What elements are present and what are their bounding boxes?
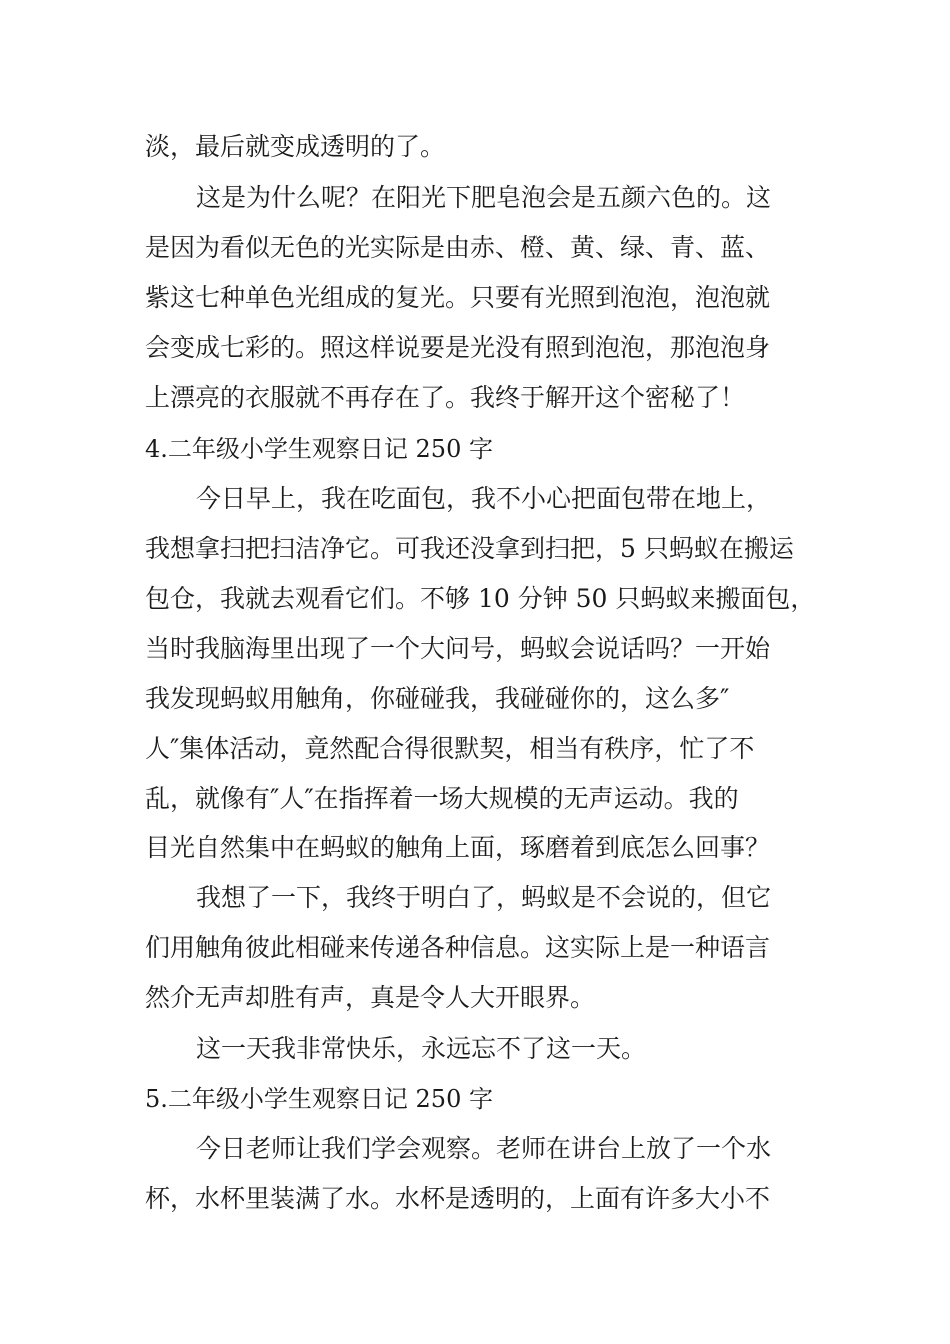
- paragraph-line: 今日老师让我们学会观察。老师在讲台上放了一个水: [196, 1134, 772, 1163]
- section-heading: 4.二年级小学生观察日记 250 字: [145, 435, 493, 463]
- paragraph-line: 上漂亮的衣服就不再存在了。我终于解开这个密秘了！: [145, 383, 746, 412]
- paragraph-line: 乱，就像有″人″在指挥着一场大规模的无声运动。我的: [145, 784, 739, 813]
- paragraph-line: 这是为什么呢？在阳光下肥皂泡会是五颜六色的。这: [196, 183, 772, 212]
- paragraph-line: 杯，水杯里装满了水。水杯是透明的，上面有许多大小不: [145, 1184, 771, 1213]
- paragraph-line: 人″集体活动，竟然配合得很默契，相当有秩序，忙了不: [145, 734, 755, 763]
- paragraph-line: 我想拿扫把扫洁净它。可我还没拿到扫把，5 只蚂蚁在搬运: [145, 534, 794, 563]
- paragraph-line: 是因为看似无色的光实际是由赤、橙、黄、绿、青、蓝、: [145, 233, 771, 262]
- paragraph-line: 然介无声却胜有声，真是令人大开眼界。: [145, 983, 596, 1012]
- paragraph-line: 目光自然集中在蚂蚁的触角上面，琢磨着到底怎么回事？: [145, 833, 771, 862]
- paragraph-line: 这一天我非常快乐，永远忘不了这一天。: [196, 1034, 647, 1063]
- section-heading: 5.二年级小学生观察日记 250 字: [145, 1085, 493, 1113]
- paragraph-line: 我发现蚂蚁用触角，你碰碰我，我碰碰你的，这么多″: [145, 684, 730, 713]
- paragraph-line: 们用触角彼此相碰来传递各种信息。这实际上是一种语言: [145, 933, 771, 962]
- paragraph-line: 紫这七种单色光组成的复光。只要有光照到泡泡，泡泡就: [145, 283, 771, 312]
- paragraph-line: 我想了一下，我终于明白了，蚂蚁是不会说的，但它: [196, 883, 772, 912]
- paragraph-line: 当时我脑海里出现了一个大问号，蚂蚁会说话吗？一开始: [145, 634, 771, 663]
- paragraph-line: 淡，最后就变成透明的了。: [145, 132, 446, 161]
- paragraph-line: 会变成七彩的。照这样说要是光没有照到泡泡，那泡泡身: [145, 333, 771, 362]
- paragraph-line: 包仓，我就去观看它们。不够 10 分钟 50 只蚂蚁来搬面包，: [145, 584, 816, 613]
- paragraph-line: 今日早上，我在吃面包，我不小心把面包带在地上，: [196, 484, 772, 513]
